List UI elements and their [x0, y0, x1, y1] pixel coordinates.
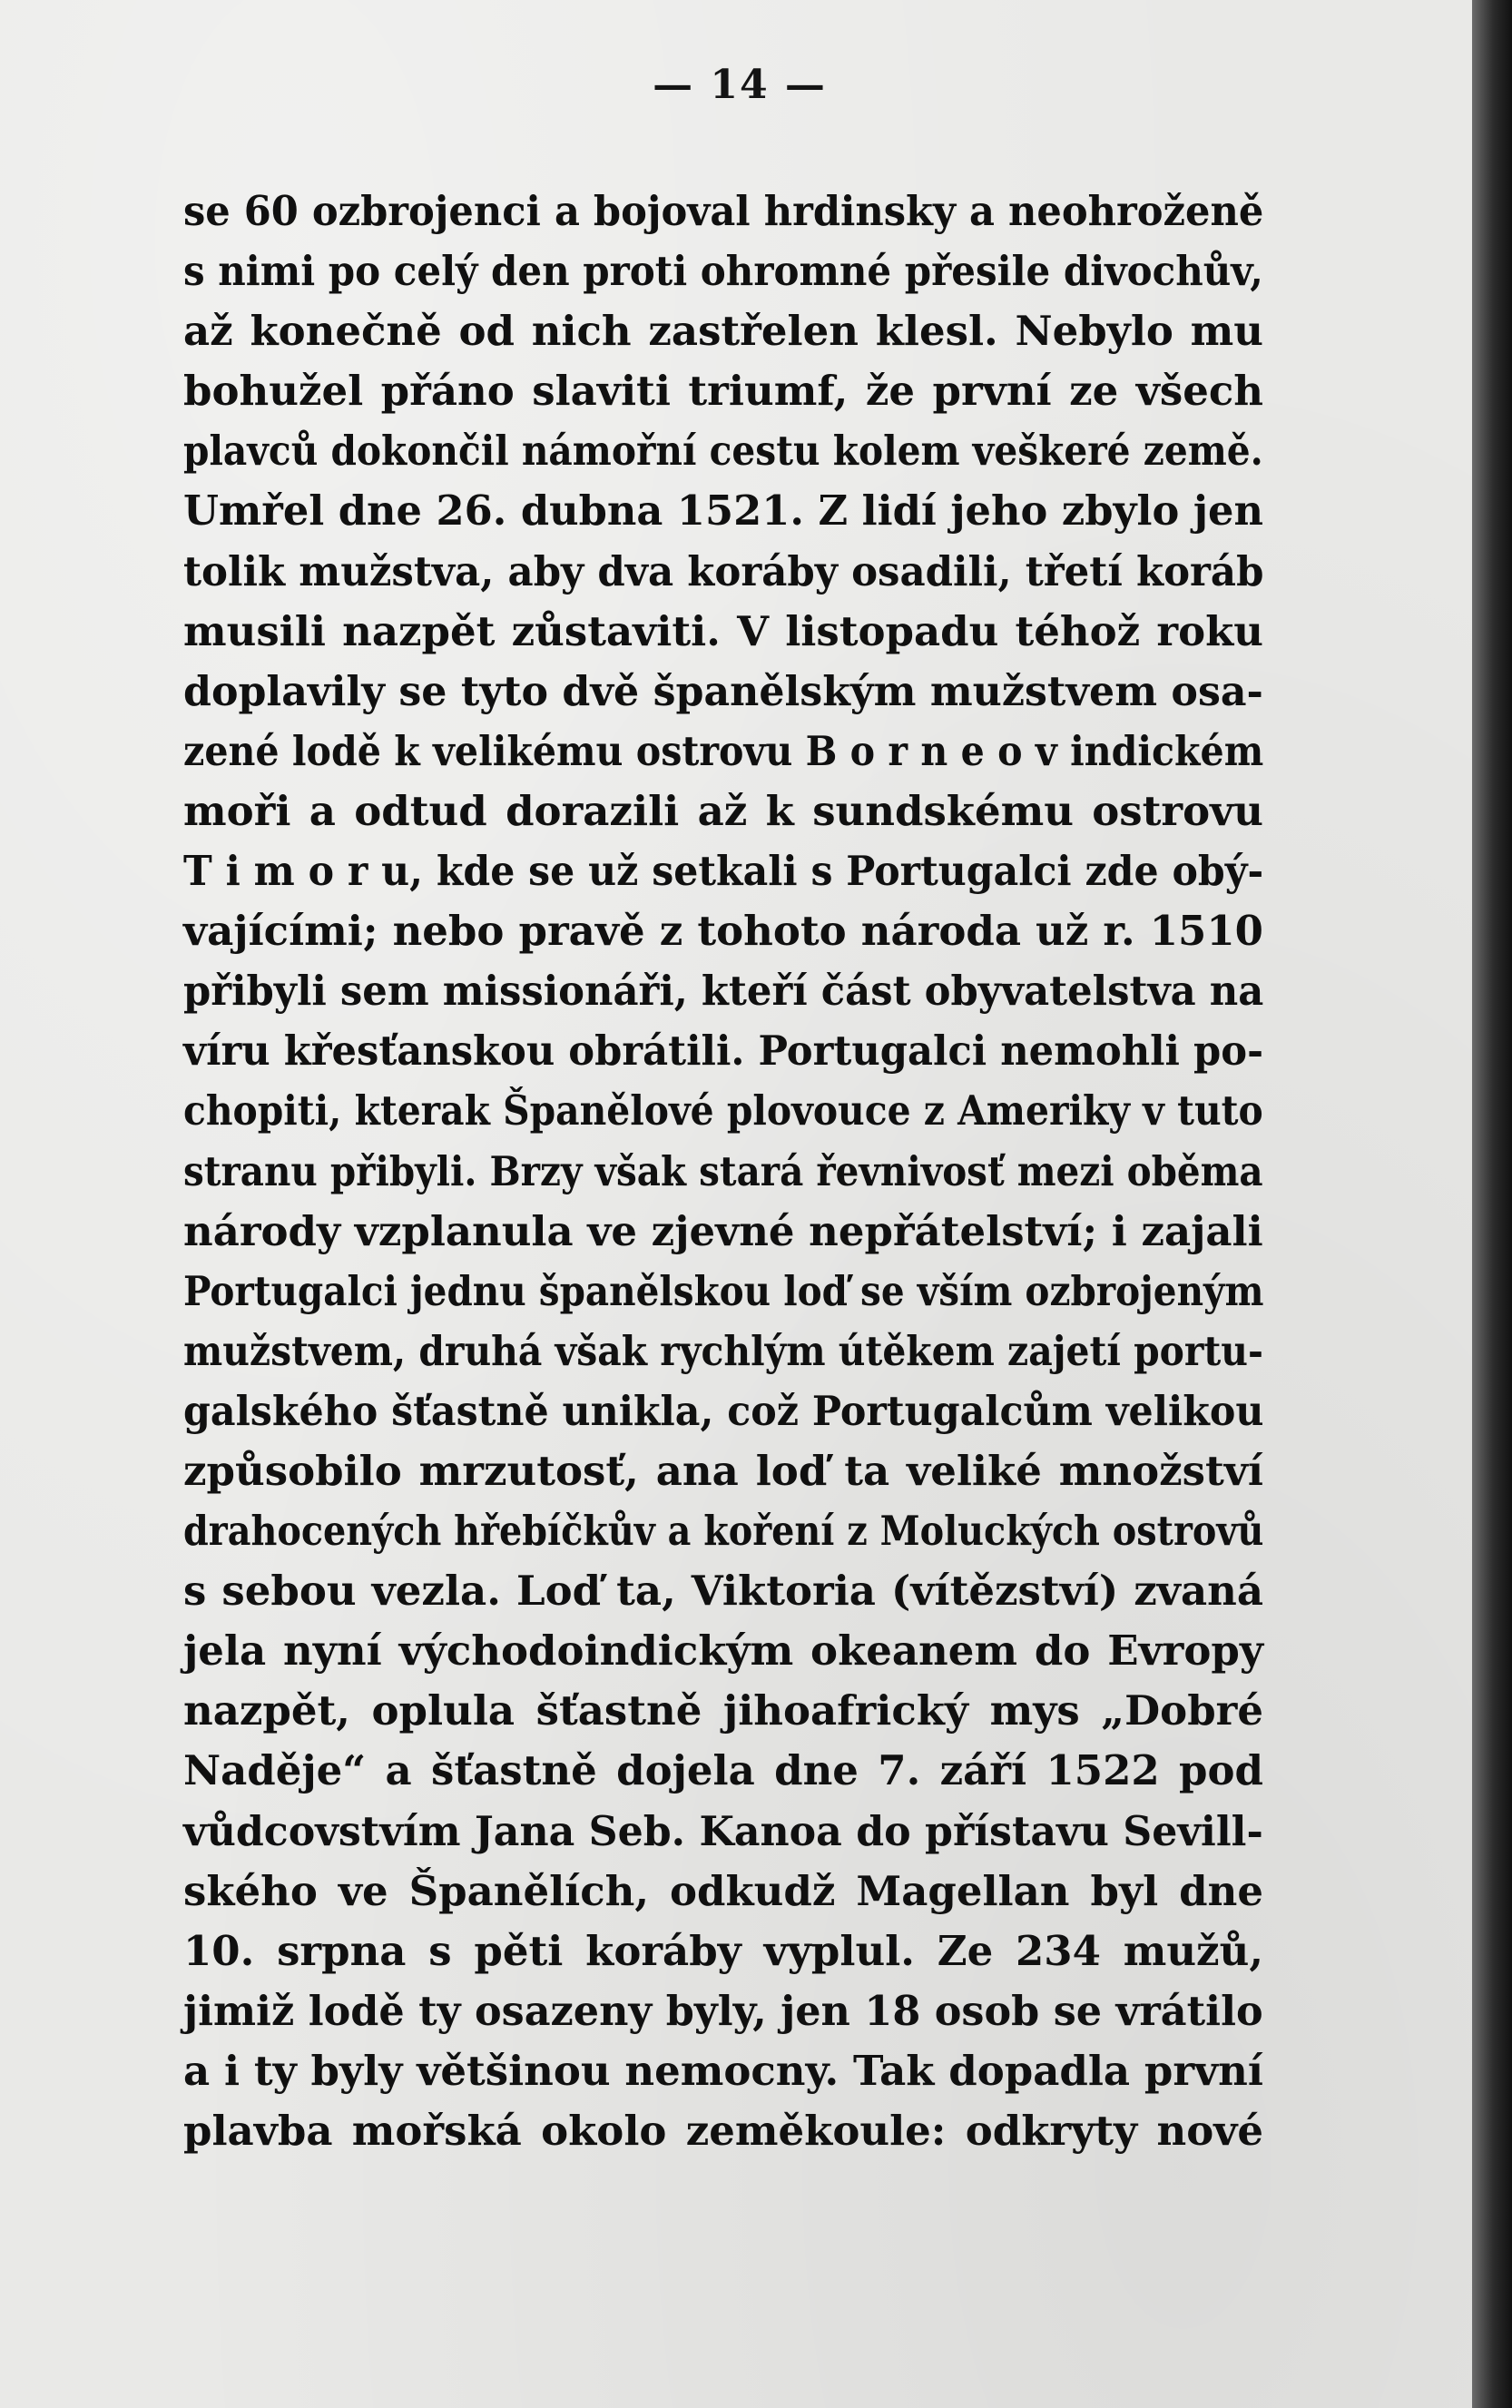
- page-edge-shadow: [1472, 0, 1512, 2408]
- text-line-17: stranu přibyli. Brzy však stará řevnivosť mezi oběma: [183, 1146, 1263, 1195]
- text-line-32: a i ty byly většinou nemocny. Tak dopadla první: [183, 2046, 1263, 2095]
- text-line-18: národy vzplanula ve zjevné nepřátelství; i zajali: [183, 1206, 1263, 1255]
- text-line-12: T i m o r u, kde se už setkali s Portugalci zde obý-: [183, 847, 1264, 896]
- text-line-23: drahocených hřebíčkův a koření z Moluckých ostrovů: [183, 1507, 1264, 1556]
- text-line-15: víru křesťanskou obrátili. Portugalci nemohli po-: [183, 1027, 1264, 1076]
- text-line-28: vůdcovstvím Jana Seb. Kanoa do přístavu Sevill-: [183, 1806, 1263, 1855]
- text-line-3: až konečně od nich zastřelen klesl. Nebylo mu: [183, 307, 1263, 356]
- text-line-22: způsobilo mrzutosť, ana loď ta veliké množství: [183, 1446, 1263, 1495]
- text-line-21: galského šťastně unikla, což Portugalcům velikou: [183, 1386, 1264, 1435]
- text-line-25: jela nyní východoindickým okeanem do Evropy: [183, 1627, 1263, 1676]
- text-line-19: Portugalci jednu španělskou loď se vším ozbrojeným: [183, 1266, 1264, 1315]
- text-line-8: musili nazpět zůstaviti. V listopadu téhož roku: [183, 606, 1263, 655]
- text-line-1: se 60 ozbrojenci a bojoval hrdinsky a neohroženě: [183, 187, 1264, 235]
- page-number: — 14 —: [653, 62, 827, 108]
- text-line-6: Umřel dne 26. dubna 1521. Z lidí jeho zbylo jen: [183, 487, 1263, 536]
- text-line-4: bohužel přáno slaviti triumf, že první ze všech: [183, 367, 1263, 416]
- text-line-29: ského ve Španělích, odkudž Magellan byl dne: [183, 1866, 1263, 1915]
- body-text: [183, 182, 1263, 2161]
- text-line-14: přibyli sem missionáři, kteří část obyvatelstva na: [183, 967, 1264, 1016]
- text-line-13: vajícími; nebo pravě z tohoto národa už r. 1510: [183, 907, 1263, 956]
- text-line-24: s sebou vezla. Loď ta, Viktoria (vítězství) zvaná: [183, 1567, 1263, 1616]
- text-line-9: doplavily se tyto dvě španělským mužstvem osa-: [183, 666, 1263, 715]
- text-line-30: 10. srpna s pěti koráby vyplul. Ze 234 mužů,: [183, 1926, 1263, 1975]
- text-line-33: plavba mořská okolo zeměkoule: odkryty nové: [183, 2107, 1263, 2155]
- text-line-10: zené lodě k velikému ostrovu B o r n e o v indickém: [183, 726, 1264, 775]
- text-line-7: tolik mužstva, aby dva koráby osadili, třetí koráb: [183, 546, 1264, 595]
- text-line-27: Naděje“ a šťastně dojela dne 7. září 1522 pod: [183, 1746, 1263, 1795]
- text-line-31: jimiž lodě ty osazeny byly, jen 18 osob se vrátilo: [183, 1986, 1263, 2035]
- text-line-26: nazpět, oplula šťastně jihoafrický mys „Dobré: [183, 1686, 1263, 1735]
- text-line-16: chopiti, kterak Španělové plovouce z Ameriky v tuto: [183, 1086, 1263, 1135]
- text-line-5: plavců dokončil námořní cestu kolem veškeré země.: [183, 427, 1263, 476]
- text-line-2: s nimi po celý den proti ohromné přesile divochův,: [183, 247, 1263, 296]
- text-line-20: mužstvem, druhá však rychlým útěkem zajetí portu-: [183, 1326, 1263, 1375]
- text-line-11: moři a odtud dorazili až k sundskému ostrovu: [183, 786, 1263, 835]
